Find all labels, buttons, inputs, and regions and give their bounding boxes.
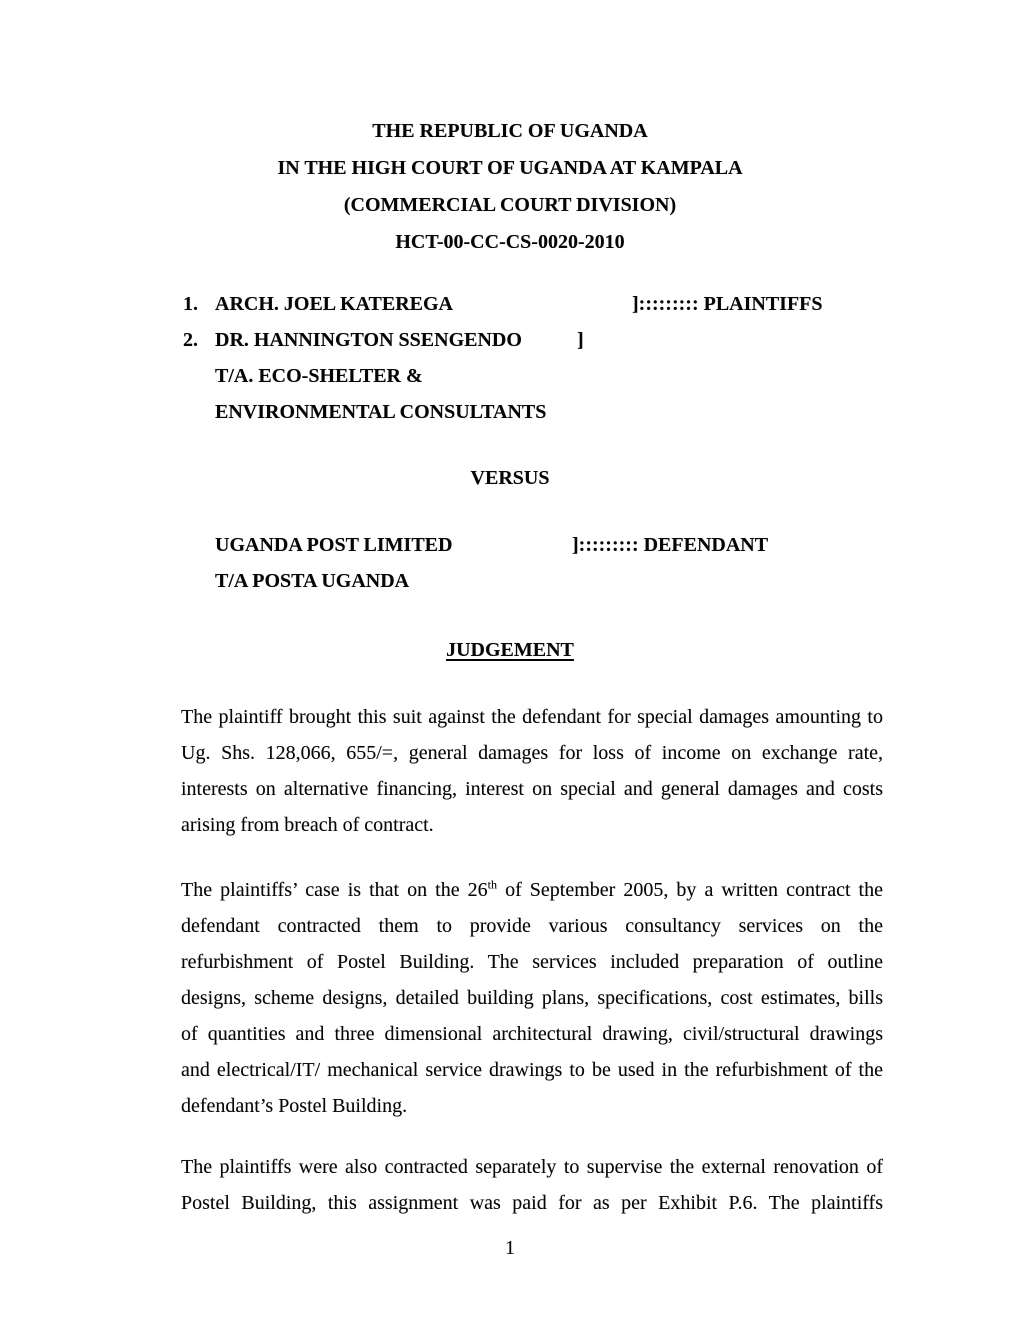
paragraph-2 — [181, 872, 883, 1124]
plaintiffs-block — [181, 286, 883, 430]
paragraph-line: and electrical/IT/ mechanical service drawings to be used in the refurbishment of the — [181, 1059, 883, 1081]
line-text-before-superscript: The plaintiffs’ case is that on the 26 — [181, 879, 488, 901]
plaintiff-2-name: DR. HANNINGTON SSENGENDO — [215, 329, 522, 351]
document-content — [181, 113, 883, 1221]
paragraph-line: The plaintiffs were also contracted separately to supervise the external renovation of — [181, 1156, 883, 1178]
paragraph-line: interests on alternative financing, interest on special and general damages and costs — [181, 778, 883, 800]
page-number: 1 — [505, 1237, 515, 1259]
paragraph-line: designs, scheme designs, detailed building plans, specifications, cost estimates, bills — [181, 987, 883, 1009]
case-number: HCT-00-CC-CS-0020-2010 — [395, 231, 625, 253]
judgement-heading-text: JUDGEMENT — [446, 639, 574, 661]
paragraph-line: Ug. Shs. 128,066, 655/=, general damages for loss of income on exchange rate, — [181, 742, 883, 764]
paragraph-line: refurbishment of Postel Building. The services included preparation of outline — [181, 951, 883, 973]
judgement-heading — [159, 632, 861, 668]
plaintiff-2-number: 2. — [183, 329, 198, 351]
paragraph-line: Postel Building, this assignment was paid for as per Exhibit P.6. The plaintiffs — [181, 1192, 883, 1214]
defendant-name: UGANDA POST LIMITED — [215, 534, 453, 556]
paragraph-line: defendant’s Postel Building. — [181, 1095, 408, 1117]
plaintiff-1-name: ARCH. JOEL KATEREGA — [215, 293, 453, 315]
defendant-trading-as: T/A POSTA UGANDA — [215, 570, 410, 592]
paragraph-3 — [181, 1149, 883, 1221]
paragraph-1 — [181, 699, 883, 843]
versus-heading: VERSUS — [470, 467, 550, 489]
defendant-bracket-label: ]::::::::: DEFENDANT — [572, 534, 769, 556]
paragraph-line: defendant contracted them to provide various consultancy services on the — [181, 915, 883, 937]
plaintiff-trading-as: T/A. ECO-SHELTER & — [215, 365, 423, 387]
plaintiff-row-2 — [181, 322, 883, 358]
plaintiff-1-number: 1. — [183, 293, 198, 315]
ordinal-superscript: th — [487, 877, 498, 892]
paragraph-line: The plaintiff brought this suit against the defendant for special damages amounting to — [181, 706, 883, 728]
plaintiff-row-1 — [181, 286, 883, 322]
paragraph-line: of quantities and three dimensional architectural drawing, civil/structural drawings — [181, 1023, 883, 1045]
court-header — [159, 113, 861, 261]
plaintiffs-bracket-label: ]::::::::: PLAINTIFFS — [632, 293, 823, 315]
defendant-block — [181, 527, 883, 599]
plaintiff-2-bracket: ] — [577, 329, 584, 351]
defendant-row-2 — [181, 563, 883, 599]
plaintiff-firm-name: ENVIRONMENTAL CONSULTANTS — [215, 401, 547, 423]
plaintiff-row-4 — [181, 394, 883, 430]
paragraph-line — [181, 872, 883, 908]
court-header-line-republic: THE REPUBLIC OF UGANDA — [372, 120, 648, 142]
paragraph-line: arising from breach of contract. — [181, 814, 434, 836]
plaintiff-row-3 — [181, 358, 883, 394]
court-header-line-division: (COMMERCIAL COURT DIVISION) — [343, 194, 677, 216]
line-text-after-superscript: of September 2005, by a written contract the — [497, 879, 883, 901]
court-header-line-court: IN THE HIGH COURT OF UGANDA AT KAMPALA — [277, 157, 743, 179]
defendant-row-1 — [181, 527, 883, 563]
